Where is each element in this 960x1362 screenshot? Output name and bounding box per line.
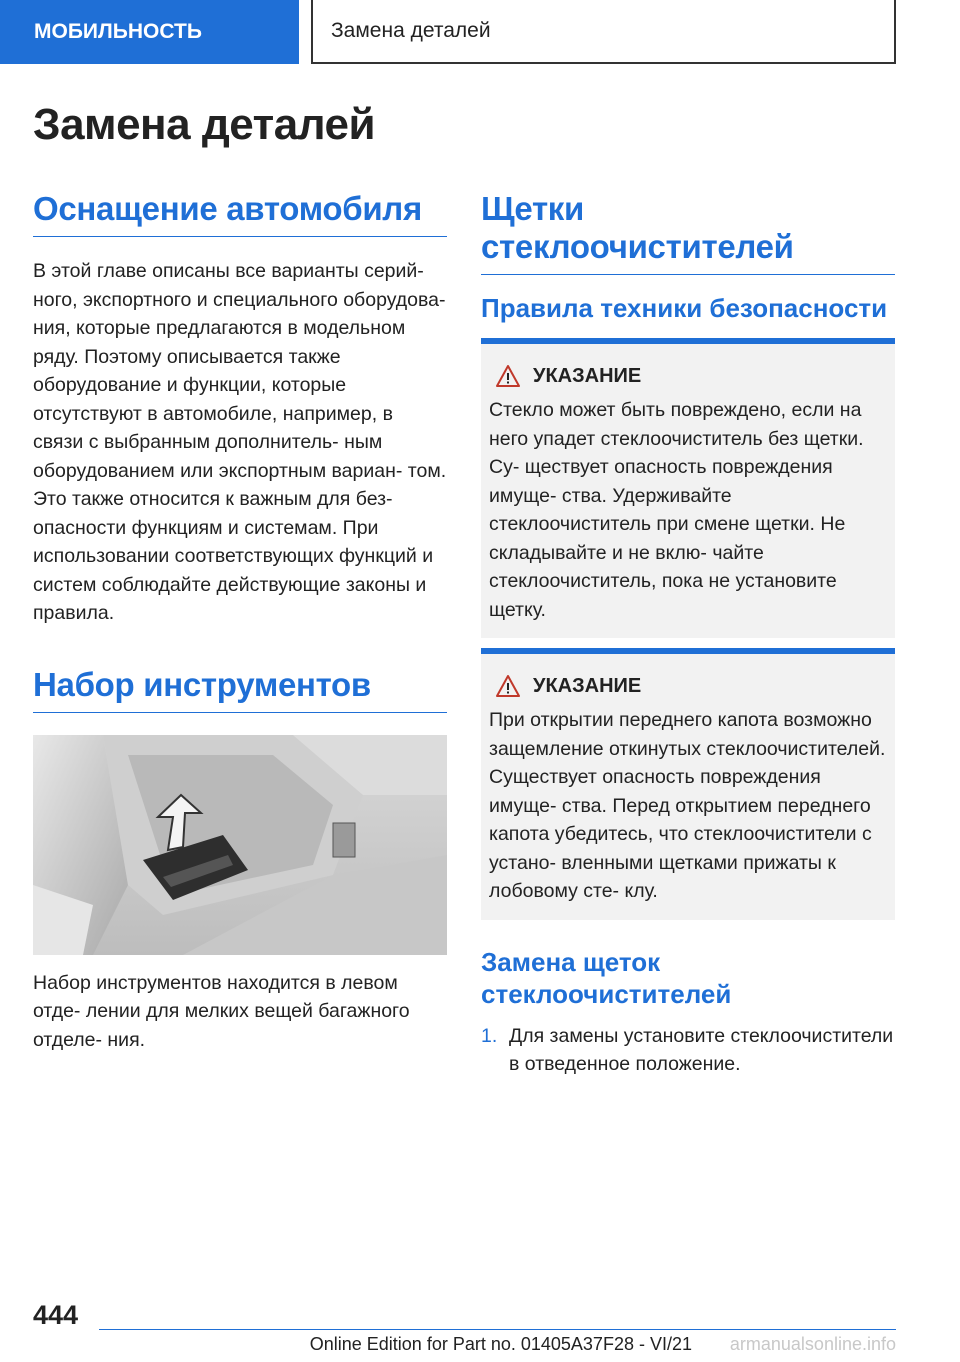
wipers-heading: Щетки стеклоочистителей <box>481 190 895 275</box>
safety-heading: Правила техники безопасности <box>481 293 888 323</box>
footer-divider <box>99 1329 896 1330</box>
chapter-tab: Замена деталей <box>311 0 896 64</box>
right-column <box>481 190 895 1079</box>
step-number: 1. <box>481 1024 498 1047</box>
equipment-heading: Оснащение автомобиля <box>33 190 447 237</box>
replace-wipers-heading: Замена щеток стеклоочистителей <box>481 946 732 1009</box>
warning-title: УКАЗАНИЕ <box>533 674 642 697</box>
warning-box-2 <box>481 648 895 920</box>
toolkit-photo <box>33 735 447 955</box>
page-title: Замена деталей <box>33 100 376 149</box>
warning-triangle-icon <box>495 364 521 388</box>
warning-text: Стекло может быть повреждено, если на него упадет стеклоочиститель без щетки. Су- ществует опасность повреждения имуще- ства. Удерживайте стеклоочиститель при смене щетки. Не складывайте и не вклю- чайте стеклоочиститель, пока не установите щетку. <box>489 399 864 621</box>
warning-title: УКАЗАНИЕ <box>533 364 642 387</box>
list-item <box>481 1022 895 1079</box>
footer-edition: Online Edition for Part no. 01405A37F28 - VI/21 <box>309 1334 692 1354</box>
toolkit-caption: Набор инструментов находится в левом отде- лении для мелких вещей багажного отделе- ния. <box>33 971 410 1051</box>
step-text: Для замены установите стеклоочистители в отведенное положение. <box>509 1024 894 1075</box>
toolkit-heading: Набор инструментов <box>33 666 447 713</box>
section-tab: МОБИЛЬНОСТЬ <box>0 0 299 64</box>
warning-box-1 <box>481 338 895 638</box>
warning-text: При открытии переднего капота возможно защемление откинутых стеклоочистителей. Существует опасность повреждения имуще- ства. Перед открытием переднего капота убедитесь, что стеклоочистители с устано- вленными щетками прижаты к лобовому сте- клу. <box>489 709 886 902</box>
equipment-paragraph: В этой главе описаны все варианты серий- ного, экспортного и специального оборудова- ния, которые предлагаются в модельном ряду. Поэтому описывается также оборудование и функции, которые отсутствуют в автомобиле, например, в связи с выбранным дополнитель- ным оборудованием или экспортным вариан- том. Это также относится к важным для без- опасности функциям и системам. При использовании соответствующих функций и систем соблюдайте действующие законы и правила. <box>33 260 447 624</box>
footer-watermark: armanualsonline.info <box>729 1334 896 1354</box>
page-number: 444 <box>33 1300 79 1330</box>
left-column <box>33 190 447 1054</box>
warning-triangle-icon <box>495 674 521 698</box>
steps-list <box>481 1022 895 1079</box>
